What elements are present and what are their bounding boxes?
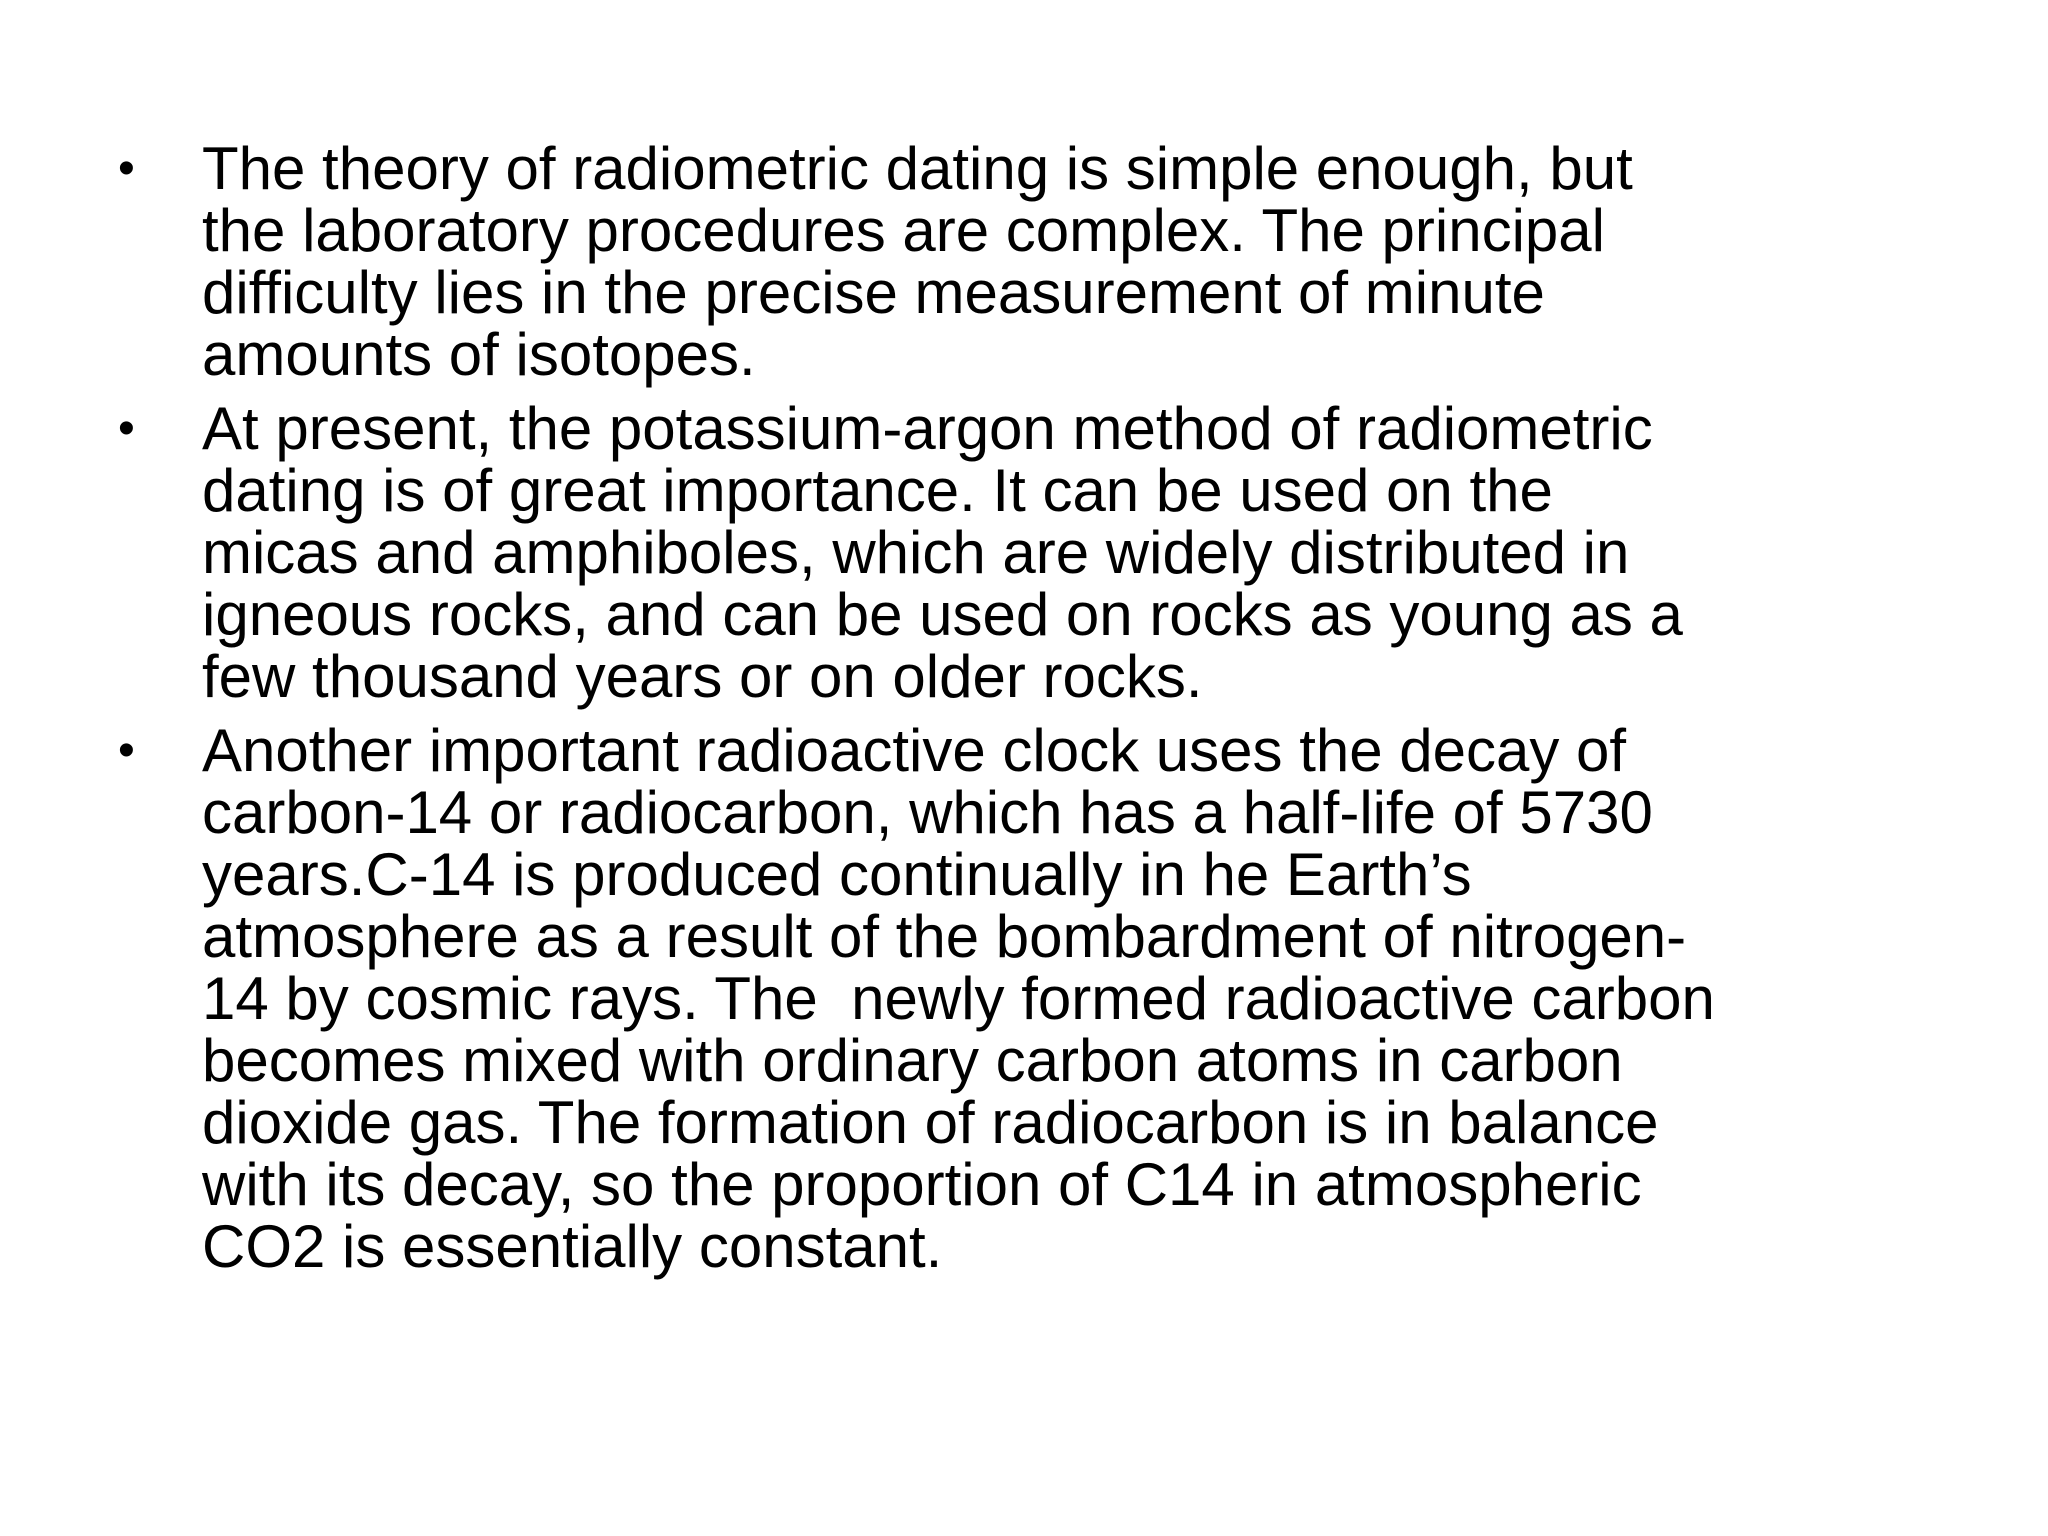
bullet-icon: • [118,402,135,455]
bullet-text-line: igneous rocks, and can be used on rocks as young as a [202,581,1683,648]
bullet-item [118,717,2018,1280]
bullet-text-line: years.C-14 is produced continually in he Earth’s [202,841,1472,908]
bullet-text-line: CO2 is essentially constant. [202,1213,943,1280]
bullet-text-line: Another important radioactive clock uses the decay of [202,717,1627,784]
bullet-text-line: carbon-14 or radiocarbon, which has a half-life of 5730 [202,779,1653,846]
bullet-text-line: the laboratory procedures are complex. The principal [202,197,1605,264]
bullet-text-line: few thousand years or on older rocks. [202,643,1203,710]
bullet-text-line: dioxide gas. The formation of radiocarbon is in balance [202,1089,1659,1156]
bullet-item [118,135,2018,388]
bullet-item [118,395,2018,710]
bullet-text-line: atmosphere as a result of the bombardment of nitrogen- [202,903,1687,970]
bullet-text-line: dating is of great importance. It can be used on the [202,457,1553,524]
bullet-text-line: At present, the potassium-argon method of radiometric [202,395,1653,462]
bullet-list [118,135,2018,1290]
bullet-text-line: The theory of radiometric dating is simple enough, but [202,135,1633,202]
bullet-text-line: amounts of isotopes. [202,321,756,388]
bullet-text-line: 14 by cosmic rays. The newly formed radioactive carbon [202,965,1715,1032]
bullet-icon: • [118,724,135,777]
bullet-text-line: micas and amphiboles, which are widely distributed in [202,519,1630,586]
bullet-text-line: difficulty lies in the precise measurement of minute [202,259,1545,326]
bullet-text-line: becomes mixed with ordinary carbon atoms in carbon [202,1027,1623,1094]
bullet-icon: • [118,142,135,195]
bullet-text-line: with its decay, so the proportion of C14 in atmospheric [202,1151,1642,1218]
